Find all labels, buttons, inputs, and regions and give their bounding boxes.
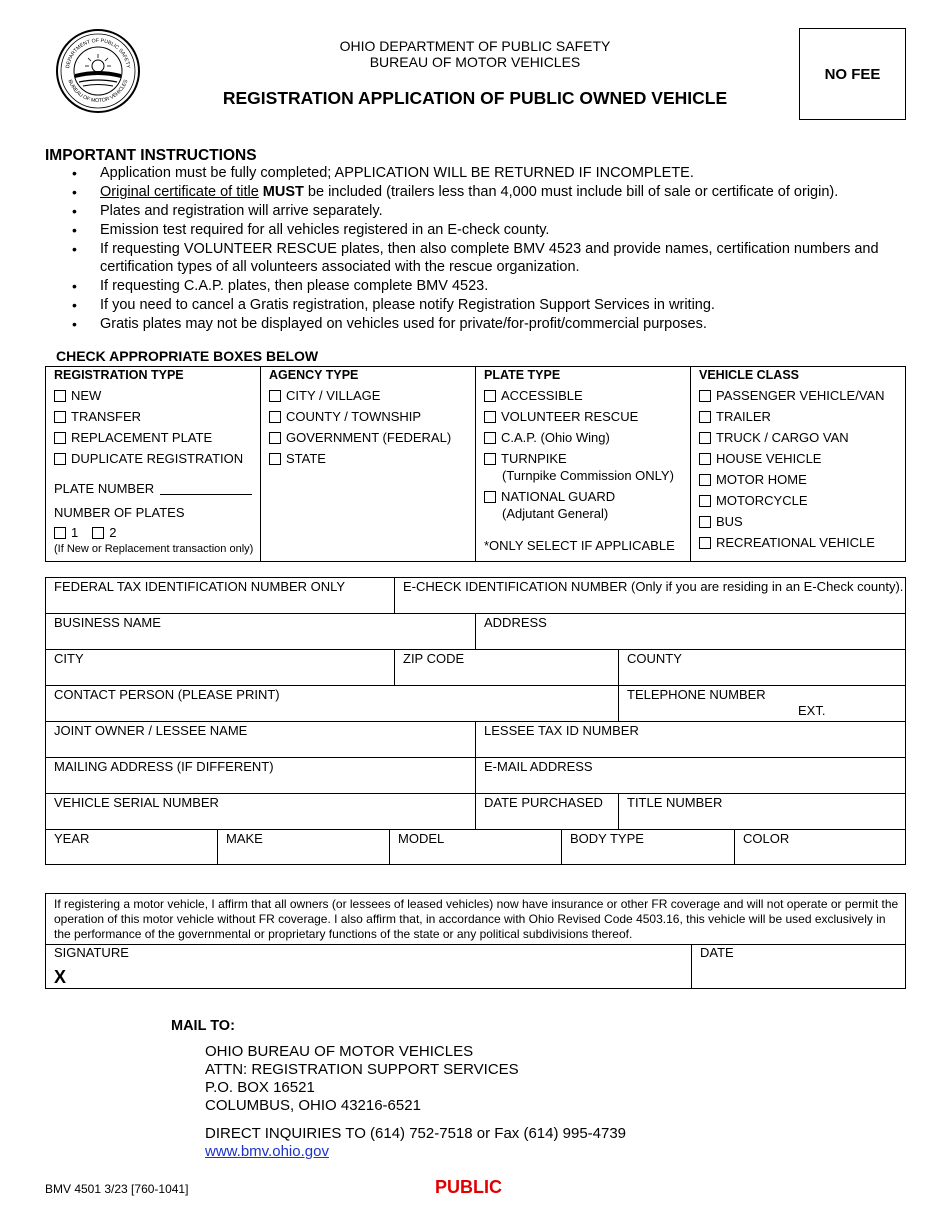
checkbox-icon[interactable] [269,411,281,423]
checkbox-bus[interactable] [699,514,743,529]
option-label: VOLUNTEER RESCUE [501,409,639,424]
checkbox-icon[interactable] [269,453,281,465]
checkbox-motorcycle[interactable] [699,493,808,508]
vehicle-class-heading: VEHICLE CLASS [699,368,800,382]
checkbox-icon[interactable] [269,390,281,402]
instruction-item: • Application must be fully completed; APPLICATION WILL BE RETURNED IF INCOMPLETE. [72,165,922,183]
year-field[interactable] [45,829,218,865]
county-field[interactable] [618,649,906,686]
plate-number-input[interactable] [160,481,252,495]
option-label: DUPLICATE REGISTRATION [71,451,244,466]
checkbox-icon[interactable] [699,474,711,486]
must-text: MUST [262,184,304,200]
date-label: DATE [700,945,734,960]
checkbox-new[interactable] [54,388,101,403]
checkbox-replacement-plate[interactable] [54,430,212,445]
national-guard-note: (Adjutant General) [502,506,609,521]
field-label: BODY TYPE [570,831,644,846]
checkbox-state[interactable] [269,451,326,466]
body-type-field[interactable] [561,829,735,865]
field-label: JOINT OWNER / LESSEE NAME [54,723,248,738]
field-label: BUSINESS NAME [54,615,161,630]
plate-type-footnote: *ONLY SELECT IF APPLICABLE [484,538,675,553]
title-instruction-rest: be included (trailers less than 4,000 must include bill of sale or certificate of origin). [307,184,839,200]
department-name: OHIO DEPARTMENT OF PUBLIC SAFETY [339,38,611,54]
checkbox-icon[interactable] [699,495,711,507]
checkbox-icon[interactable] [269,432,281,444]
checkbox-icon[interactable] [699,537,711,549]
checkbox-truck-cargo-van[interactable] [699,430,849,445]
signature-field[interactable] [46,944,691,988]
instruction-item: • If requesting VOLUNTEER RESCUE plates, then also complete BMV 4523 and provide names, certification numbers and certification types of all volunteers associated with the rescue organization. [72,241,922,276]
option-label: NEW [71,388,102,403]
agency-type-heading: AGENCY TYPE [269,368,359,382]
mail-to-label: MAIL TO: [171,1018,235,1034]
checkbox-cap-ohio-wing[interactable] [484,430,610,445]
instructions-title: IMPORTANT INSTRUCTIONS [45,147,257,164]
checkbox-national-guard[interactable] [484,489,615,504]
field-label: YEAR [54,831,90,846]
signature-label: SIGNATURE [54,945,129,960]
bmv-seal-logo [55,28,141,114]
model-field[interactable] [389,829,562,865]
option-label: TRUCK / CARGO VAN [716,430,849,445]
plate-type-column [476,367,691,561]
field-label: MAKE [226,831,263,846]
checkbox-icon[interactable] [484,390,496,402]
checkbox-recreational-vehicle[interactable] [699,535,875,550]
number-of-plates-label: NUMBER OF PLATES [54,505,185,520]
field-label: COUNTY [627,651,682,666]
option-label: PASSENGER VEHICLE/VAN [716,388,885,403]
field-label: E-MAIL ADDRESS [484,759,593,774]
checkbox-icon[interactable] [54,411,66,423]
instructions-list [72,165,922,335]
fee-label: NO FEE [824,65,881,83]
email-field[interactable] [475,757,906,794]
checkbox-trailer[interactable] [699,409,771,424]
field-label: VEHICLE SERIAL NUMBER [54,795,219,810]
checkbox-icon[interactable] [484,432,496,444]
field-label: ZIP CODE [403,651,465,666]
address-field[interactable] [475,613,906,650]
option-label: ACCESSIBLE [501,388,583,403]
field-label: CONTACT PERSON (PLEASE PRINT) [54,687,280,702]
plate-count-one: 1 [71,525,79,540]
checkbox-icon[interactable] [699,453,711,465]
field-label: TITLE NUMBER [627,795,723,810]
plate-number-label: PLATE NUMBER [54,481,155,496]
zip-code-field[interactable] [394,649,619,686]
checkbox-icon[interactable] [699,432,711,444]
checkbox-icon[interactable] [54,432,66,444]
form-code: BMV 4501 3/23 [760-1041] [45,1182,189,1196]
plates-note: (If New or Replacement transaction only) [54,543,254,555]
telephone-field[interactable] [618,685,906,722]
checkbox-house-vehicle[interactable] [699,451,821,466]
field-label: E-CHECK IDENTIFICATION NUMBER (Only if you are residing in an E-Check county). [403,579,904,594]
option-label: NATIONAL GUARD [501,489,616,504]
original-title-text: Original certificate of title [100,184,259,200]
checkbox-icon[interactable] [54,453,66,465]
instruction-item: • If you need to cancel a Gratis registration, please notify Registration Support Services in writing. [72,297,922,315]
form-title: REGISTRATION APPLICATION OF PUBLIC OWNED VEHICLE [222,88,728,108]
checkbox-transfer[interactable] [54,409,141,424]
field-label: LESSEE TAX ID NUMBER [484,723,639,738]
field-label: COLOR [743,831,790,846]
federal-tax-id-field[interactable] [45,577,395,614]
mail-to-address [205,1043,626,1161]
field-label: FEDERAL TAX IDENTIFICATION NUMBER ONLY [54,579,346,594]
checkbox-icon[interactable] [54,527,66,539]
vehicle-class-column [691,367,905,561]
plate-count-two: 2 [109,525,117,540]
affirmation-box [45,893,906,989]
option-label: CITY / VILLAGE [286,388,381,403]
checkbox-passenger-vehicle[interactable] [699,388,885,403]
plate-number-field[interactable] [54,481,252,496]
instruction-item: • Gratis plates may not be displayed on vehicles used for private/for-profit/commercial purposes. [72,316,922,334]
option-label: MOTOR HOME [716,472,807,487]
inquiries-text: DIRECT INQUIRIES TO (614) 752-7518 or Fax (614) 995-4739 [205,1125,627,1142]
signature-x-mark: X [54,967,67,987]
make-field[interactable] [217,829,390,865]
lessee-tax-id-field[interactable] [475,721,906,758]
title-number-field[interactable] [618,793,906,830]
option-label: GOVERNMENT (FEDERAL) [286,430,452,445]
field-label: MODEL [398,831,445,846]
fee-box [799,28,906,120]
date-field[interactable] [692,944,905,988]
checkbox-icon[interactable] [699,411,711,423]
city-field[interactable] [45,649,395,686]
mailing-address-field[interactable] [45,757,476,794]
public-classification: PUBLIC [435,1177,502,1197]
joint-owner-field[interactable] [45,721,476,758]
checkbox-accessible[interactable] [484,388,583,403]
registration-type-column [46,367,261,561]
field-label: TELEPHONE NUMBER [627,687,766,702]
option-label: COUNTY / TOWNSHIP [286,409,422,424]
field-label: MAILING ADDRESS (IF DIFFERENT) [54,759,274,774]
checkbox-motor-home[interactable] [699,472,807,487]
date-purchased-field[interactable] [475,793,619,830]
svg-text:BUREAU OF MOTOR VEHICLES: BUREAU OF MOTOR VEHICLES [66,78,130,105]
checkbox-icon[interactable] [699,516,711,528]
checkbox-grid [45,366,906,562]
option-label: REPLACEMENT PLATE [71,430,213,445]
applicant-fields-grid [46,578,906,864]
checkbox-icon[interactable] [484,411,496,423]
checkbox-government-federal[interactable] [269,430,451,445]
instruction-item: • If requesting C.A.P. plates, then please complete BMV 4523. [72,278,922,296]
address-line: OHIO BUREAU OF MOTOR VEHICLES [205,1043,474,1060]
field-label: DATE PURCHASED [484,795,603,810]
option-label: MOTORCYCLE [716,493,808,508]
field-label: CITY [54,651,84,666]
website-link[interactable]: www.bmv.ohio.gov [205,1143,329,1160]
option-label: C.A.P. (Ohio Wing) [501,430,610,445]
option-label: TRAILER [716,409,771,424]
svg-text:DEPARTMENT OF PUBLIC SAFETY: DEPARTMENT OF PUBLIC SAFETY [65,37,131,69]
turnpike-note: (Turnpike Commission ONLY) [502,468,674,483]
plate-type-heading: PLATE TYPE [484,368,561,382]
checkbox-icon[interactable] [699,390,711,402]
checkbox-icon[interactable] [54,390,66,402]
bureau-name: BUREAU OF MOTOR VEHICLES [369,54,581,70]
checkbox-icon[interactable] [484,453,496,465]
check-boxes-title: CHECK APPROPRIATE BOXES BELOW [56,348,319,364]
address-line: COLUMBUS, OHIO 43216-6521 [205,1097,421,1114]
plate-count-options [54,525,116,540]
checkbox-duplicate-registration[interactable] [54,451,243,466]
ext-label: EXT. [798,703,826,718]
address-line: P.O. BOX 16521 [205,1079,315,1096]
contact-person-field[interactable] [45,685,619,722]
address-line: ATTN: REGISTRATION SUPPORT SERVICES [205,1061,519,1078]
instruction-item: • Plates and registration will arrive separately. [72,203,922,221]
business-name-field[interactable] [45,613,476,650]
option-label: HOUSE VEHICLE [716,451,822,466]
registration-type-heading: REGISTRATION TYPE [54,368,184,382]
instruction-item: • Emission test required for all vehicles registered in an E-check county. [72,222,922,240]
checkbox-volunteer-rescue[interactable] [484,409,638,424]
checkbox-turnpike[interactable] [484,451,567,466]
checkbox-city-village[interactable] [269,388,380,403]
agency-type-column [261,367,476,561]
option-label: BUS [716,514,743,529]
option-label: TURNPIKE [501,451,567,466]
option-label: RECREATIONAL VEHICLE [716,535,875,550]
checkbox-county-township[interactable] [269,409,421,424]
instruction-item [72,184,922,202]
checkbox-icon[interactable] [92,527,104,539]
echeck-id-field[interactable] [394,577,906,614]
vehicle-serial-field[interactable] [45,793,476,830]
color-field[interactable] [734,829,906,865]
checkbox-icon[interactable] [484,491,496,503]
option-label: STATE [286,451,326,466]
option-label: TRANSFER [71,409,142,424]
affirmation-text: If registering a motor vehicle, I affirm that all owners (or lessees of leased vehicles) now have insurance or other FR coverage and will not operate or permit the operation of this motor vehicle without FR coverage. I also affirm that, in accordance with Ohio Revised Code 4503.16, this vehicle will be used exclusively in the performance of the governmental or proprietary functions of the state or any political subdivisions thereof. [54,897,899,941]
field-label: ADDRESS [484,615,547,630]
